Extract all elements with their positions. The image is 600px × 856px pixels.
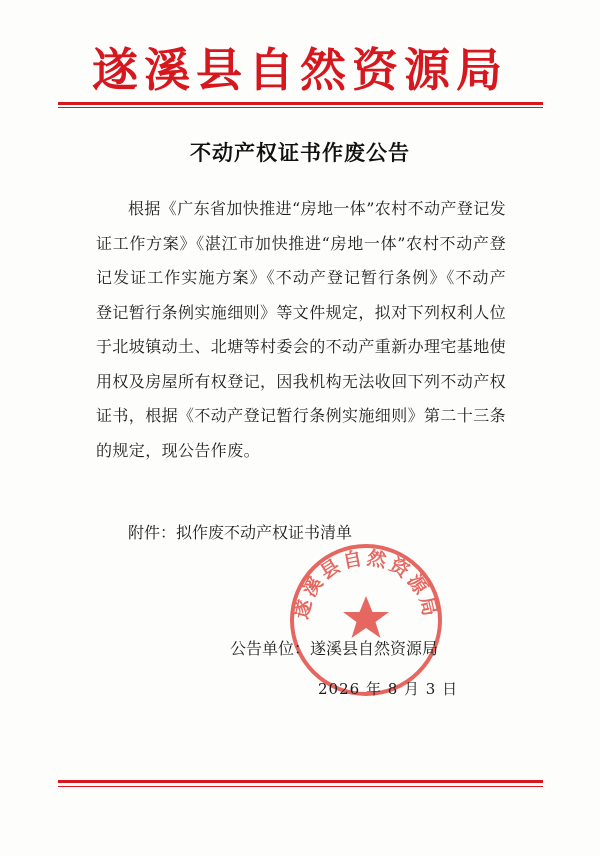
svg-text:遂溪县自然资源局: 遂溪县自然资源局 [290, 547, 442, 622]
seal-star-icon [343, 596, 389, 638]
footer-rule-thin [58, 786, 543, 787]
issue-date: 2026 年 8 月 3 日 [318, 680, 459, 698]
official-seal-stamp [286, 540, 446, 700]
attachment-line: 附件：拟作废不动产权证书清单 [128, 523, 353, 542]
agency-header-title: 遂溪县自然资源局 [92, 43, 508, 97]
notice-title: 不动产权证书作废公告 [190, 140, 410, 165]
header-rule-thick [58, 102, 543, 105]
notice-body: 根据《广东省加快推进“房地一体”农村不动产登记发证工作方案》《湛江市加快推进“房地一体”农村不动产登记发证工作实施方案》《不动产登记暂行条例》《不动产登记暂行条例实施细则》等文件规定，拟对下列权利人位于北坡镇动土、北塘等村委会的不动产重新办理宅基地使用权及房屋所有权登记，因我机构无法收回下列不动产权证书，根据《不动产登记暂行条例实施细则》第二十三条的规定，现公告作废。 [96, 199, 507, 460]
header-rule-thin [58, 107, 543, 108]
issuer-signature: 公告单位：遂溪县自然资源局 [230, 639, 439, 658]
footer-rule-thick [58, 780, 543, 783]
